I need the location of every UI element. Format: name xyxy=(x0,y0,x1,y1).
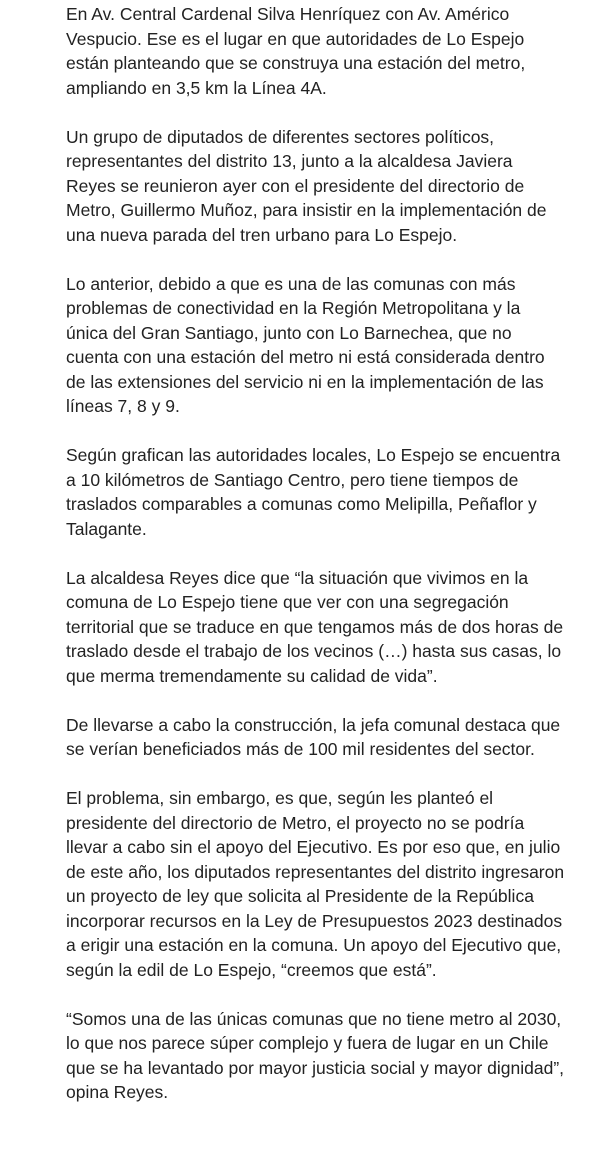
article-paragraph: Lo anterior, debido a que es una de las comunas con más problemas de conectividad en la Región Metropolitana y la única del Gran Santiago, junto con Lo Barnechea, que no cuenta con una estación del metro ni está considerada dentro de las extensiones del servicio ni en la implementación de las líneas 7, 8 y 9. xyxy=(66,273,545,416)
article-paragraph: En Av. Central Cardenal Silva Henríquez con Av. Américo Vespucio. Ese es el lugar en que autoridades de Lo Espejo están planteando que se construya una estación del metro, ampliando en 3,5 km la Línea 4A. xyxy=(66,4,526,98)
article-body xyxy=(66,2,566,1129)
article-paragraph: “Somos una de las únicas comunas que no tiene metro al 2030, lo que nos parece súper complejo y fuera de lugar en un Chile que se ha levantado por mayor justicia social y mayor dignidad”, opina Reyes. xyxy=(66,1008,565,1102)
article-paragraph: El problema, sin embargo, es que, según les planteó el presidente del directorio de Metro, el proyecto no se podría llevar a cabo sin el apoyo del Ejecutivo. Es por eso que, en julio de este año, los diputados representantes del distrito ingresaron un proyecto de ley que solicita al Presidente de la República incorporar recursos en la Ley de Presupuestos 2023 destinados a erigir una estación en la comuna. Un apoyo del Ejecutivo que, según la edil de Lo Espejo, “creemos que está”. xyxy=(66,788,565,980)
article-paragraph: Un grupo de diputados de diferentes sectores políticos, representantes del distrito 13, junto a la alcaldesa Javiera Reyes se reunieron ayer con el presidente del directorio de Metro, Guillermo Muñoz, para insistir en la implementación de una nueva parada del tren urbano para Lo Espejo. xyxy=(66,126,547,245)
article-paragraph: De llevarse a cabo la construcción, la jefa comunal destaca que se verían beneficiados más de 100 mil residentes del sector. xyxy=(66,714,561,759)
article-paragraph: La alcaldesa Reyes dice que “la situación que vivimos en la comuna de Lo Espejo tiene que ver con una segregación territorial que se traduce en que tengamos más de dos horas de traslado desde el trabajo de los vecinos (…) hasta sus casas, lo que merma tremendamente su calidad de vida”. xyxy=(66,567,564,686)
article-paragraph: Según grafican las autoridades locales, Lo Espejo se encuentra a 10 kilómetros de Santiago Centro, pero tiene tiempos de traslados comparables a comunas como Melipilla, Peñaflor y Talagante. xyxy=(66,445,561,539)
